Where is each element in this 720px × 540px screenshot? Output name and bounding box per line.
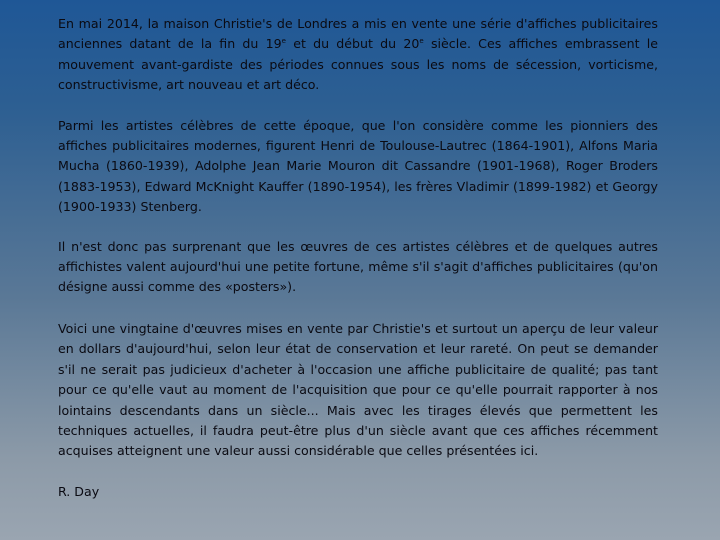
paragraph-intro [58, 14, 658, 96]
superscript-e-20: e [419, 37, 424, 46]
author-signature: R. Day [58, 483, 100, 499]
paragraph-intro-part-c: siècle. Ces affiches embrassent le mouvement avant-gardiste des périodes connues sous les noms de sécession, vorticisme, constructivisme, art nouveau et art déco. [58, 36, 658, 93]
paragraph-artists: Parmi les artistes célèbres de cette époque, que l'on considère comme les pionniers des affiches publicitaires modernes, figurent Henri de Toulouse-Lautrec (1864-1901), Alfons Maria Mucha (1860-1939), Adolphe Jean Marie Mouron dit Cassandre (1901-1968), Roger Broders (1883-1953), Edward McKnight Kauffer (1890-1954), les frères Vladimir (1899-1982) et Georgy (1900-1933) Stenberg. [58, 117, 658, 215]
superscript-e-19: e [281, 37, 286, 46]
article-body [58, 14, 658, 502]
paragraph-intro-part-a: En mai 2014, la maison Christie's de Londres a mis en vente une série d'affiches publicitaires anciennes datant de la fin du 19 [58, 16, 658, 52]
paragraph-selection: Voici une vingtaine d'œuvres mises en vente par Christie's et surtout un aperçu de leur valeur en dollars d'aujourd'hui, selon leur état de conservation et leur rareté. On peut se demander s'il ne serait pas judicieux d'acheter à l'occasion une affiche publicitaire de qualité; pas tant pour ce qu'elle vaut au moment de l'acquisition que pour ce qu'elle pourrait rapporter à nos lointains descendants dans un siècle... Mais avec les tirages élevés que permettent les techniques actuelles, il faudra peut-être plus d'un siècle avant que ces affiches récemment acquises atteignent une valeur aussi considérable que celles présentées ici. [58, 320, 658, 459]
paragraph-value: Il n'est donc pas surprenant que les œuvres de ces artistes célèbres et de quelques autres affichistes valent aujourd'hui une petite fortune, même s'il s'agit d'affiches publicitaires (qu'on désigne aussi comme des «posters»). [58, 238, 658, 295]
paragraph-intro-part-b: et du début du 20 [285, 36, 420, 52]
